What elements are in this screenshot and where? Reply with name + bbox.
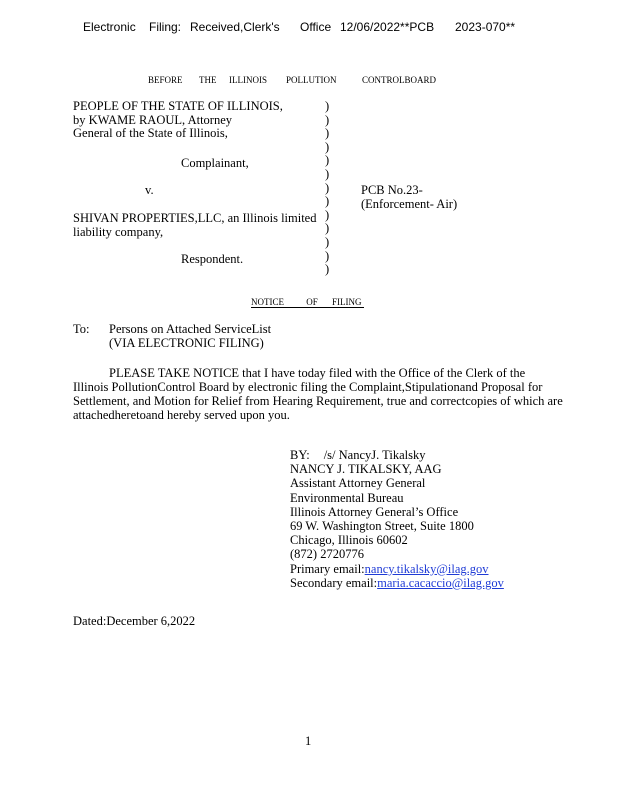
defendant-line-2: liability company, — [73, 224, 164, 239]
to-label: To: — [73, 322, 90, 336]
attorney-phone: (872) 2720776 — [290, 547, 364, 562]
notice-title-word-1: NOTICE — [251, 297, 284, 307]
case-number: PCB No.23- — [361, 183, 423, 197]
attorney-street: 69 W. Washington Street, Suite 1800 — [290, 519, 474, 534]
page-number: 1 — [305, 734, 312, 748]
notice-title-word-2: OF — [306, 297, 318, 307]
attorney-office: Illinois Attorney General’s Office — [290, 504, 459, 519]
attorney-bureau: Environmental Bureau — [290, 490, 404, 505]
notice-body-text: PLEASE TAKE NOTICE that I have today filed with the Office of the Clerk of the Illinois PollutionControl Board by electronic filing the Complaint,Stipulationand Proposal for Settlement, and Motion for Relief from Hearing Requirement, true and correctcopies of which are attachedheretoand hereby served upon you. — [73, 366, 563, 422]
plaintiff-line-1: PEOPLE OF THE STATE OF ILLINOIS, — [73, 99, 283, 113]
header-filing: Filing: — [149, 20, 182, 34]
case-type: (Enforcement- Air) — [361, 197, 458, 211]
attorney-city: Chicago, Illinois 60602 — [290, 533, 408, 548]
header-office: Office — [300, 20, 332, 34]
by-label: BY: — [290, 448, 310, 462]
primary-email-row — [290, 562, 504, 576]
to-line-2: (VIA ELECTRONIC FILING) — [109, 336, 264, 350]
primary-email-label: Primary email: — [290, 561, 365, 576]
plaintiff-line-3: General of the State of Illinois, — [73, 126, 228, 141]
board-title-illinois: ILLINOIS — [229, 75, 267, 85]
board-title-control-board: CONTROLBOARD — [362, 75, 437, 85]
secondary-email-row — [290, 576, 504, 590]
header-received: Received,Clerk's — [190, 20, 280, 34]
notice-body — [73, 366, 563, 422]
complainant-label: Complainant, — [181, 156, 249, 170]
to-line-1: Persons on Attached ServiceList — [109, 322, 272, 336]
caption-parentheses: ) ) ) ) ) ) ) ) ) ) ) ) ) — [325, 99, 330, 277]
header-electronic: Electronic — [83, 20, 136, 34]
board-title-the: THE — [199, 75, 217, 85]
respondent-label: Respondent. — [181, 252, 244, 266]
board-title-before: BEFORE — [148, 75, 183, 85]
header-stamp: 12/06/2022**PCB — [340, 20, 435, 34]
dated-line: Dated:December 6,2022 — [73, 614, 196, 628]
attorney-title: Assistant Attorney General — [290, 476, 426, 491]
notice-title — [251, 297, 364, 308]
signature-block — [290, 448, 504, 590]
defendant-line-1: SHIVAN PROPERTIES,LLC, an Illinois limited — [73, 211, 317, 225]
board-title-pollution: POLLUTION — [286, 75, 337, 85]
attorney-name: NANCY J. TIKALSKY, AAG — [290, 462, 442, 477]
primary-email-link[interactable]: nancy.tikalsky@ilag.gov — [364, 561, 489, 576]
signature-line — [290, 448, 504, 462]
secondary-email-link[interactable]: maria.cacaccio@ilag.gov — [377, 575, 504, 590]
secondary-email-label: Secondary email: — [290, 575, 378, 590]
notice-title-word-3: FILING — [332, 297, 362, 307]
plaintiff-line-2: by KWAME RAOUL, Attorney — [73, 112, 233, 127]
header-case: 2023-070** — [455, 20, 516, 34]
versus-label: v. — [145, 183, 154, 197]
signed-name: /s/ NancyJ. Tikalsky — [323, 448, 426, 462]
